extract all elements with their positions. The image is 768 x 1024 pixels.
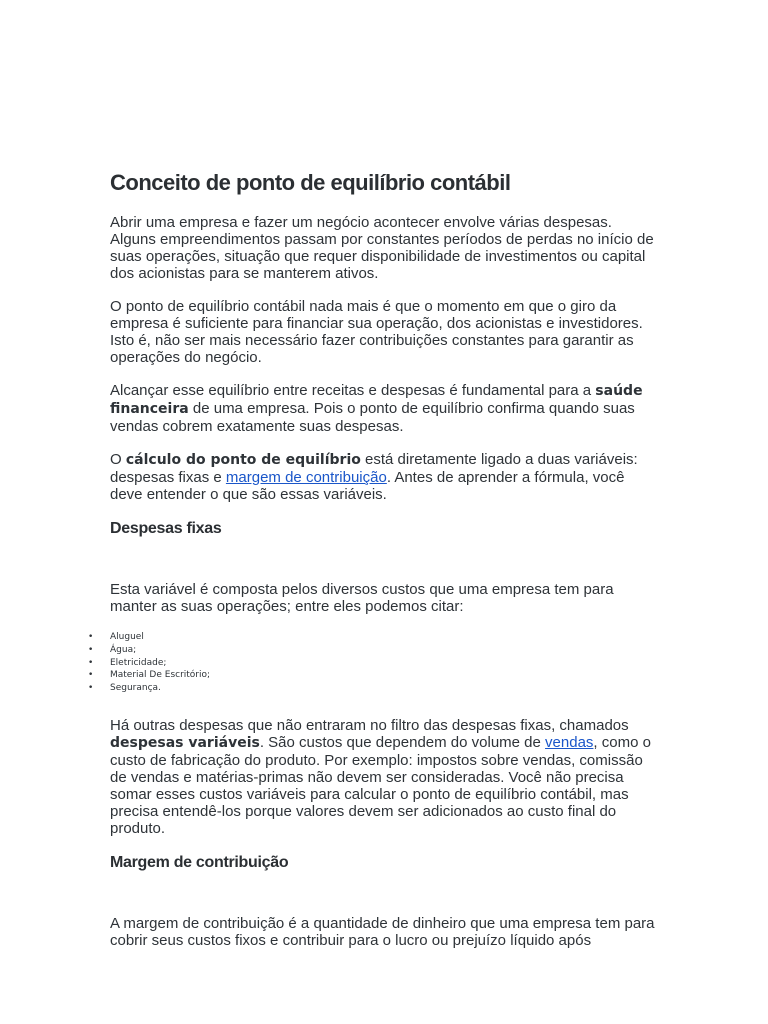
text-segment: está diretamente ligado a duas variáveis: despesas fixas e [110, 451, 638, 486]
text-segment: . Antes de aprender a fórmula, você deve entender o que são essas variáveis. [110, 469, 625, 503]
text-segment: Alcançar esse equilíbrio entre receitas e despesas é fundamental para a [110, 382, 596, 399]
list-item-label: Água; [110, 644, 137, 655]
bullet-icon: • [88, 683, 94, 694]
bullet-icon: • [88, 644, 94, 655]
bold-term-variable-expenses: despesas variáveis [110, 734, 260, 751]
bold-term-financial-health: saúde financeira [110, 383, 643, 417]
list-item-label: Aluguel [110, 632, 144, 642]
paragraph-contribution-margin: A margem de contribuição é a quantidade de dinheiro que uma empresa tem para cobrir seus custos fixos e contribuir para o lucro ou prejuízo líquido após [110, 914, 655, 949]
bullet-icon: • [88, 670, 94, 681]
paragraph-variable-expenses [110, 717, 660, 837]
list-item-label: Segurança. [110, 683, 161, 694]
bullet-icon: • [88, 632, 94, 642]
text-segment: . São custos que dependem do volume de [259, 733, 546, 751]
list-item [88, 682, 768, 695]
fixed-expenses-list [88, 631, 768, 695]
paragraph-calculation [110, 451, 660, 503]
heading-contribution-margin: Margem de contribuição [110, 853, 289, 871]
list-item [88, 644, 768, 657]
page-title: Conceito de ponto de equilíbrio contábil [110, 170, 511, 195]
text-segment: Há outras despesas que não entraram no filtro das despesas fixas, chamados [110, 716, 629, 734]
link-contribution-margin[interactable]: margem de contribuição [225, 469, 387, 486]
paragraph-financial-health [110, 382, 660, 435]
bullet-icon: • [88, 657, 94, 668]
paragraph-fixed-expenses: Esta variável é composta pelos diversos custos que uma empresa tem para manter as suas operações; entre eles podemos citar: [110, 581, 614, 615]
list-item-label: Eletricidade; [110, 657, 167, 668]
text-segment: de uma empresa. Pois o ponto de equilíbrio confirma quando suas vendas cobrem exatamente suas despesas. [110, 400, 635, 435]
heading-fixed-expenses: Despesas fixas [110, 520, 222, 537]
list-item [88, 669, 768, 682]
text-segment: , como o custo de fabricação do produto. Por exemplo: impostos sobre vendas, comissão de vendas e matérias-primas não devem ser consideradas. Você não precisa somar esses custos variáveis para calcular o ponto de equilíbrio contábil, mas precisa entendê-los porque valores devem ser adicionados ao custo final do produto. [110, 733, 651, 837]
paragraph-definition: O ponto de equilíbrio contábil nada mais é que o momento em que o giro da empresa é suficiente para financiar sua operação, dos acionistas e investidores. Isto é, não ser mais necessário fazer contribuições constantes para garantir as operações do negócio. [110, 298, 643, 366]
paragraph-intro: Abrir uma empresa e fazer um negócio acontecer envolve várias despesas. Alguns empreendimentos passam por constantes períodos de perdas no início de suas operações, situação que requer disponibilidade de investimentos ou capital dos acionistas para se manterem ativos. [110, 214, 654, 282]
list-item [88, 657, 768, 670]
list-item-label: Material De Escritório; [110, 670, 211, 681]
bold-term-calculation: cálculo do ponto de equilíbrio [125, 452, 361, 468]
link-sales[interactable]: vendas [545, 733, 594, 751]
list-item [88, 631, 768, 644]
text-segment: O [110, 451, 126, 468]
